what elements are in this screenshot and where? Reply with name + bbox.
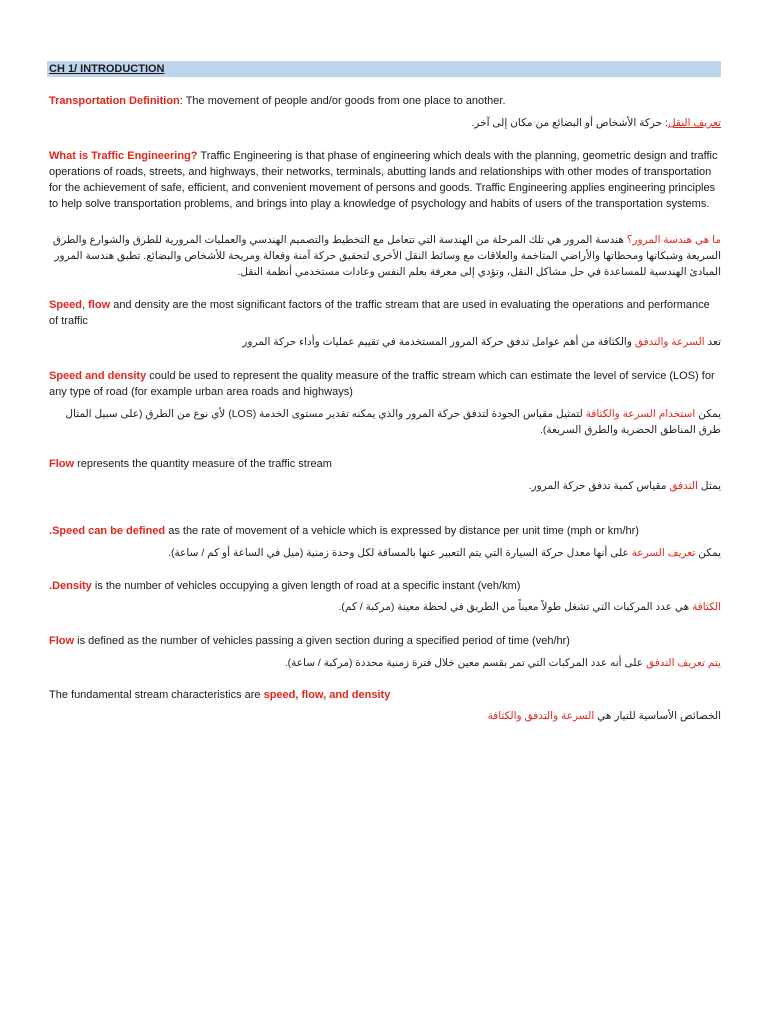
term-speed-density: Speed and density	[49, 370, 147, 382]
arabic-text: : حركة الأشخاص أو البضائع من مكان إلى آخر.	[471, 117, 668, 129]
arabic-text: هي عدد المركبات التي تشغل طولاً معيناً من الطريق في لحظة معينة (مركبة / كم).	[338, 601, 693, 613]
definition-text: The movement of people and/or goods from one place to another.	[182, 95, 506, 107]
density-definition-paragraph	[49, 578, 721, 594]
arabic-text: لتمثيل مقياس الجودة لتدفق حركة المرور والذي يمكنه تقدير مستوى الخدمة (LOS) لأي نوع من الطرق (على سبيل المثال طرق المناطق الحضرية والطرق السريعة).	[65, 408, 721, 436]
paragraph-text: The fundamental stream characteristics are	[49, 689, 264, 701]
paragraph-text: Traffic Engineering is that phase of engineering which deals with the planning, geometric design and traffic operations of roads, streets, and highways, their networks, terminals, abutting lands and relationships with other modes of transportation for the achievement of safe, efficient, and convenient movement of persons and goods. Traffic Engineering applies engineering principles to help solve transportation problems, and brings into play a knowledge of psychology and habits of users of the transportation systems.	[49, 150, 718, 210]
speed-definition-paragraph	[49, 523, 721, 539]
arabic-text: والكثافة من أهم عوامل تدفق حركة المرور المستخدمة في تقييم عمليات وأداء حركة المرور	[242, 336, 635, 348]
term-flow: Flow	[49, 635, 75, 647]
speed-density-paragraph	[49, 368, 721, 400]
term-flow: flow	[88, 299, 111, 311]
arabic-text: الخصائص الأساسية للتيار هي	[594, 710, 721, 722]
transportation-definition-arabic	[49, 115, 721, 131]
arabic-term: تعريف السرعة	[631, 547, 696, 559]
paragraph-text: as the rate of movement of a vehicle which is expressed by distance per unit time (mph or km/hr)	[165, 525, 639, 537]
density-definition-arabic	[49, 599, 721, 615]
arabic-term: استخدام السرعة والكثافة	[585, 408, 696, 420]
arabic-term: يتم تعريف التدفق	[645, 657, 721, 669]
arabic-text: هندسة المرور هي تلك المرحلة من الهندسة التي تتعامل مع التخطيط والتصميم الهندسي والعمليات المرورية للطرق والشوارع والطرق السريعة وشبكاتها ومحطاتها والأراضي المتاخمة والعلاقات مع وسائط النقل الأخرى لتحقيق حركة آمنة وفعالة ومريحة للأشخاص والبضائع. تطبق هندسة المرور المبادئ الهندسية للمساعدة في حل مشاكل النقل، وتؤدي إلى معرفة بعلم النفس وعادات مستخدمي أنظمة النقل.	[52, 234, 721, 278]
speed-flow-paragraph	[49, 297, 721, 329]
arabic-text: على أنه عدد المركبات التي تمر بقسم معين خلال فترة زمنية محددة (مركبة / ساعة).	[284, 657, 646, 669]
separator: ,	[82, 299, 89, 311]
arabic-pre: تعد	[704, 336, 721, 348]
chapter-heading: CH 1/ INTRODUCTION	[49, 63, 165, 75]
arabic-term: الكثافة	[692, 601, 721, 613]
term-speed-defined: Speed can be defined	[52, 525, 166, 537]
flow-represents-paragraph	[49, 456, 721, 472]
leading-dot: .	[49, 580, 53, 592]
leading-dot: .	[49, 525, 53, 537]
traffic-engineering-paragraph	[49, 148, 721, 212]
flow-represents-arabic	[49, 478, 721, 494]
arabic-pre: يمثل	[697, 480, 721, 492]
arabic-term: التدفق	[669, 480, 698, 492]
speed-definition-arabic	[49, 545, 721, 561]
arabic-pre: يمكن	[695, 547, 721, 559]
flow-definition-arabic	[49, 655, 721, 671]
paragraph-text: is defined as the number of vehicles passing a given section during a specified period of time (veh/hr)	[74, 635, 570, 647]
arabic-text: مقياس كمية تدفق حركة المرور.	[528, 480, 670, 492]
fundamental-characteristics-arabic	[49, 708, 721, 724]
term-characteristics: speed, flow, and density	[263, 689, 391, 701]
paragraph-text: could be used to represent the quality measure of the traffic stream which can estimate the level of service (LOS) for any type of road (for example urban area roads and highways)	[49, 370, 715, 398]
paragraph-text: and density are the most significant factors of the traffic stream that are used in evaluating the operations and performance of traffic	[49, 299, 710, 327]
traffic-engineering-arabic	[49, 232, 721, 280]
arabic-pre: يمكن	[695, 408, 721, 420]
speed-flow-arabic	[49, 334, 721, 350]
term-transportation-definition: Transportation Definition	[49, 95, 180, 107]
arabic-term: السرعة والتدفق والكثافة	[487, 710, 595, 722]
colon: :	[179, 95, 183, 107]
arabic-term: تعريف النقل	[667, 117, 721, 129]
transportation-definition	[49, 93, 721, 109]
arabic-text: على أنها معدل حركة السيارة التي يتم التعبير عنها بالمسافة لكل وحدة زمنية (ميل في الساعة أو كم / ساعة).	[168, 547, 632, 559]
arabic-term: السرعة والتدفق	[634, 336, 705, 348]
flow-definition-paragraph	[49, 633, 721, 649]
paragraph-text: is the number of vehicles occupying a given length of road at a specific instant (veh/km)	[91, 580, 521, 592]
paragraph-text: represents the quantity measure of the traffic stream	[74, 458, 332, 470]
speed-density-arabic	[49, 406, 721, 438]
fundamental-characteristics-paragraph	[49, 687, 721, 703]
term-traffic-engineering: What is Traffic Engineering?	[49, 150, 198, 162]
term-density: Density	[52, 580, 92, 592]
term-speed: Speed	[49, 299, 83, 311]
arabic-term: ما هي هندسة المرور؟	[626, 234, 721, 246]
term-flow: Flow	[49, 458, 75, 470]
